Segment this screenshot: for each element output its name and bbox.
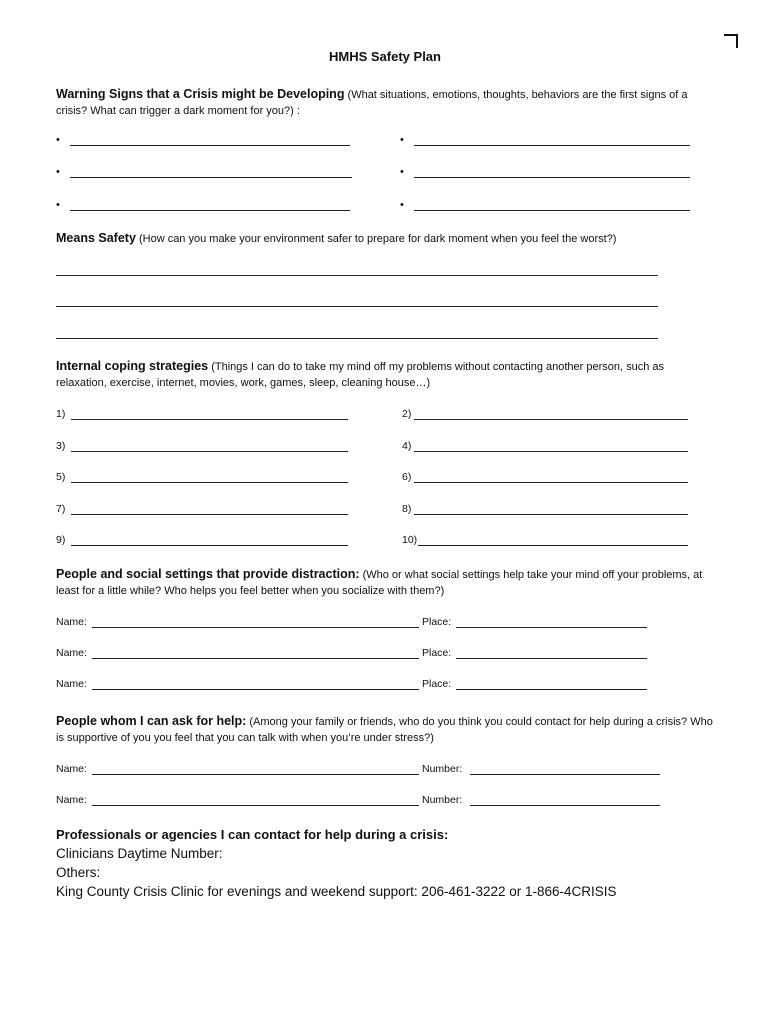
item-number: 9) [56, 534, 66, 546]
coping-item-2[interactable] [402, 408, 702, 422]
bullet-icon: • [400, 199, 404, 211]
item-number: 6) [402, 471, 412, 483]
bullet-icon: • [56, 134, 60, 146]
write-in-line [70, 145, 350, 146]
coping-item-10[interactable] [402, 534, 702, 548]
number-line [470, 805, 660, 806]
help-description: (Among your family or friends, who do you think you could contact for help during a crisis? Who is supportive of you you feel that you can talk with when you’re under stress?) [56, 716, 713, 744]
warning-sign-blank-4[interactable] [400, 166, 700, 180]
means-safety-description: (How can you make your environment safer to prepare for dark moment when you feel the worst?) [138, 233, 617, 245]
bullet-icon: • [400, 166, 404, 178]
number-label: Number: [422, 763, 463, 775]
internal-coping-heading: Internal coping strategies [56, 359, 209, 373]
item-number: 7) [56, 503, 66, 515]
item-number: 3) [56, 440, 66, 452]
name-label: Name: [56, 763, 87, 775]
name-line [92, 805, 419, 806]
write-in-line [71, 451, 348, 452]
coping-item-5[interactable] [56, 471, 356, 485]
number-label: Number: [422, 794, 463, 806]
name-label: Name: [56, 647, 87, 659]
write-in-line [70, 177, 352, 178]
item-number: 5) [56, 471, 66, 483]
bullet-icon: • [400, 134, 404, 146]
others-label: Others: [56, 865, 101, 880]
write-in-line [70, 210, 350, 211]
coping-item-8[interactable] [402, 503, 702, 517]
warning-sign-blank-6[interactable] [400, 199, 700, 213]
social-heading: People and social settings that provide distraction: [56, 567, 360, 581]
place-label: Place: [422, 647, 452, 659]
coping-item-9[interactable] [56, 534, 356, 548]
item-number: 8) [402, 503, 412, 515]
write-in-line [71, 419, 348, 420]
place-label: Place: [422, 616, 452, 628]
internal-coping-description: (Things I can do to take my mind off my problems without contacting another person, such as relaxation, exercise, internet, movies, work, games, sleep, cleaning house…) [56, 361, 665, 389]
place-line [456, 689, 647, 690]
place-label: Place: [422, 678, 452, 690]
warning-sign-blank-2[interactable] [400, 134, 700, 148]
bullet-icon: • [56, 166, 60, 178]
write-in-line [414, 514, 688, 515]
internal-coping-heading-block [56, 358, 716, 391]
social-entry-3[interactable] [56, 678, 656, 692]
page-title: HMHS Safety Plan [329, 49, 441, 64]
social-heading-block [56, 566, 716, 599]
write-in-line [414, 482, 688, 483]
means-safety-line-2[interactable] [56, 306, 658, 307]
name-line [92, 627, 419, 628]
help-heading-block [56, 713, 716, 746]
number-line [470, 774, 660, 775]
professionals-heading: Professionals or agencies I can contact for help during a crisis: [56, 827, 449, 842]
warning-sign-blank-3[interactable] [56, 166, 356, 180]
place-line [456, 658, 647, 659]
bullet-icon: • [56, 199, 60, 211]
page-corner-mark [724, 34, 738, 48]
name-line [92, 658, 419, 659]
means-safety-heading-block [56, 230, 716, 247]
write-in-line [418, 545, 688, 546]
coping-item-1[interactable] [56, 408, 356, 422]
help-entry-2[interactable] [56, 794, 676, 808]
write-in-line [414, 145, 690, 146]
warning-sign-blank-5[interactable] [56, 199, 356, 213]
social-description: (Who or what social settings help take your mind off your problems, at least for a little while? Who helps you feel better when you socialize with them?) [56, 569, 703, 597]
social-entry-1[interactable] [56, 616, 656, 630]
place-line [456, 627, 647, 628]
warning-sign-blank-1[interactable] [56, 134, 356, 148]
item-number: 2) [402, 408, 412, 420]
coping-item-4[interactable] [402, 440, 702, 454]
means-safety-line-1[interactable] [56, 275, 658, 276]
item-number: 1) [56, 408, 66, 420]
warning-signs-description: (What situations, emotions, thoughts, behaviors are the first signs of a crisis? What can trigger a dark moment for you?) : [56, 89, 688, 117]
help-heading: People whom I can ask for help: [56, 714, 247, 728]
item-number: 10) [402, 534, 418, 546]
write-in-line [71, 482, 348, 483]
name-label: Name: [56, 794, 87, 806]
name-label: Name: [56, 616, 87, 628]
item-number: 4) [402, 440, 412, 452]
clinicians-daytime-number: Clinicians Daytime Number: [56, 846, 223, 861]
name-label: Name: [56, 678, 87, 690]
means-safety-line-3[interactable] [56, 338, 658, 339]
name-line [92, 689, 419, 690]
write-in-line [414, 451, 688, 452]
social-entry-2[interactable] [56, 647, 656, 661]
coping-item-7[interactable] [56, 503, 356, 517]
crisis-clinic-info: King County Crisis Clinic for evenings and weekend support: 206-461-3222 or 1-866-4CRISIS [56, 884, 617, 899]
write-in-line [414, 177, 690, 178]
write-in-line [71, 514, 348, 515]
coping-item-3[interactable] [56, 440, 356, 454]
write-in-line [414, 419, 688, 420]
write-in-line [414, 210, 690, 211]
name-line [92, 774, 419, 775]
means-safety-heading: Means Safety [56, 231, 136, 245]
warning-signs-heading: Warning Signs that a Crisis might be Developing [56, 87, 345, 101]
warning-signs-heading-block [56, 86, 716, 119]
coping-item-6[interactable] [402, 471, 702, 485]
help-entry-1[interactable] [56, 763, 676, 777]
write-in-line [71, 545, 348, 546]
